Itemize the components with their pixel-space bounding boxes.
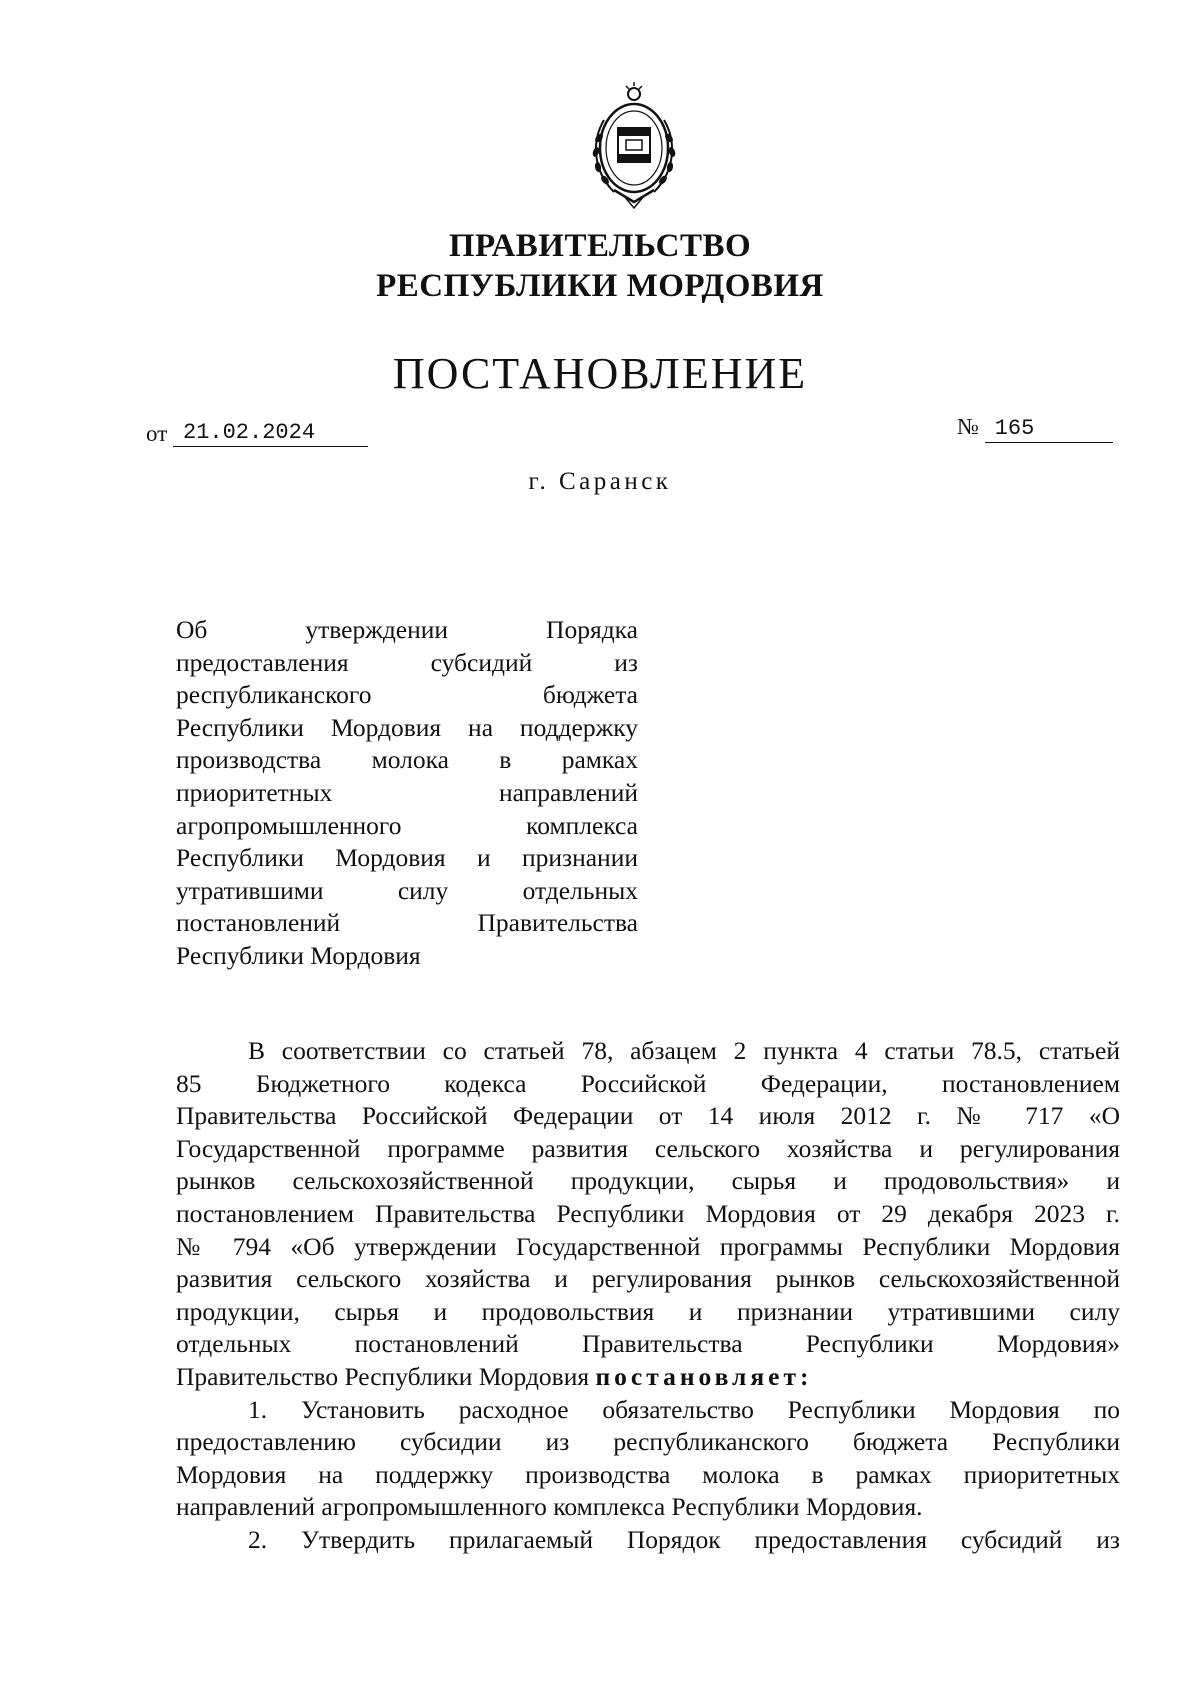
government-title-line2: РЕСПУБЛИКИ МОРДОВИЯ: [376, 268, 824, 304]
body-line: рынков сельскохозяйственной продукции, сырья и продовольствия» и: [176, 1166, 1120, 1196]
resolution-keyword: постановляет:: [595, 1361, 813, 1391]
subject-line: агропромышленного комплекса: [176, 810, 638, 840]
body-line: продукции, сырья и продовольствия и признании утратившими силу: [176, 1296, 1120, 1326]
subject-block: [176, 614, 638, 973]
body-line: 1. Установить расходное обязательство Республики Мордовия по: [248, 1394, 1120, 1424]
subject-line: утратившими силу отдельных: [176, 875, 638, 905]
city-line: г. Саранск: [528, 468, 672, 495]
subject-line: Республики Мордовия на поддержку: [176, 712, 638, 742]
body-line: направлений агропромышленного комплекса Республики Мордовия.: [176, 1492, 923, 1522]
body-line: 2. Утвердить прилагаемый Порядок предоставления субсидий из: [248, 1524, 1120, 1554]
subject-line: предоставления субсидий из: [176, 647, 638, 677]
body-line: В соответствии со статьей 78, абзацем 2 пункта 4 статьи 78.5, статьей: [248, 1036, 1120, 1065]
government-title-line1: ПРАВИТЕЛЬСТВО: [448, 228, 752, 264]
number-field: [957, 414, 1113, 443]
date-label: от: [146, 421, 168, 446]
number-label: №: [957, 414, 979, 439]
body-line: [176, 1361, 1120, 1394]
date-value: 21.02.2024: [173, 420, 368, 447]
date-field: [146, 418, 368, 447]
subject-line: приоритетных направлений: [176, 777, 638, 807]
number-value: 165: [985, 416, 1113, 443]
subject-line: Об утверждении Порядка: [176, 615, 638, 644]
subject-line: постановлений Правительства: [176, 908, 638, 938]
subject-line: Республики Мордовия: [176, 940, 421, 970]
body-text-fragment: Правительство Республики Мордовия: [176, 1361, 590, 1391]
subject-line: Республики Мордовия и признании: [176, 843, 638, 873]
body-line: предоставлению субсидии из республиканского бюджета Республики: [176, 1427, 1120, 1457]
body-line: Мордовия на поддержку производства молока в рамках приоритетных: [176, 1459, 1120, 1489]
document-type-heading: ПОСТАНОВЛЕНИЕ: [392, 349, 808, 398]
body-line: развития сельского хозяйства и регулирования рынков сельскохозяйственной: [176, 1264, 1120, 1294]
body-line: постановлением Правительства Республики Мордовия от 29 декабря 2023 г.: [176, 1198, 1120, 1228]
body-line: 85 Бюджетного кодекса Российской Федерации, постановлением: [176, 1068, 1120, 1098]
subject-line: республиканского бюджета: [176, 680, 638, 710]
subject-line: производства молока в рамках: [176, 745, 638, 775]
body-line: № 794 «Об утверждении Государственной программы Республики Мордовия: [176, 1231, 1120, 1261]
coat-of-arms-emblem: [574, 80, 694, 212]
body-line: отдельных постановлений Правительства Республики Мордовия»: [176, 1329, 1120, 1359]
body-line: Государственной программе развития сельского хозяйства и регулирования: [176, 1133, 1120, 1163]
body-text: [176, 1035, 1120, 1557]
body-line: Правительства Российской Федерации от 14 июля 2012 г. № 717 «О: [176, 1101, 1120, 1131]
